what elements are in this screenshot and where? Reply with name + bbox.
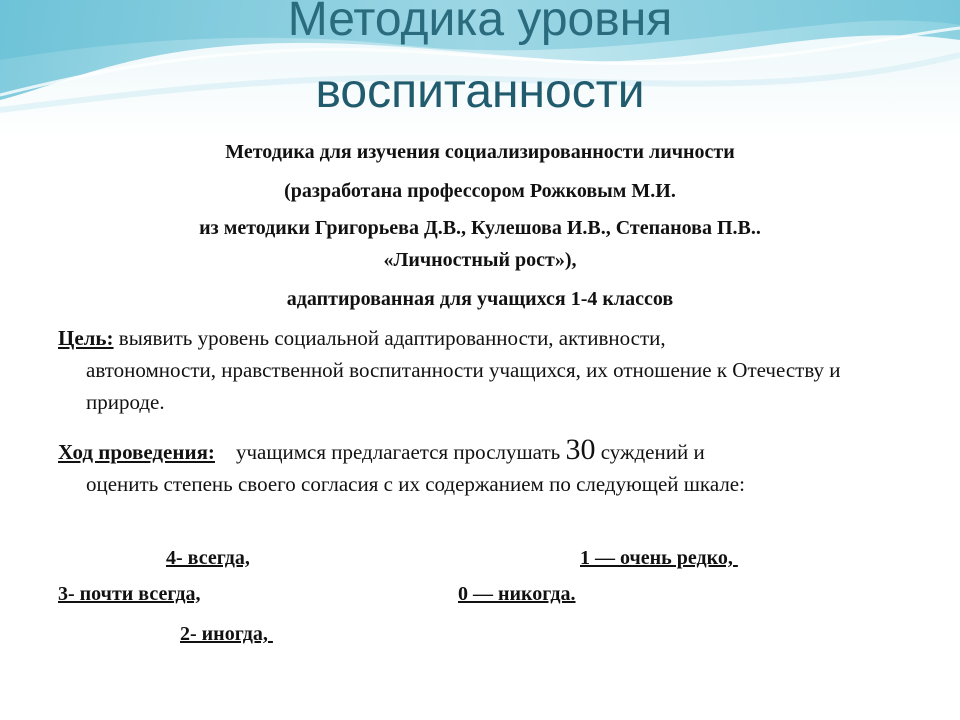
procedure-text-rest: оценить степень своего согласия с их содержанием по следующей шкале:	[86, 472, 745, 496]
header-line-2: (разработана профессором Рожковым М.И.	[284, 180, 676, 202]
goal-text-rest: автономности, нравственной воспитанности учащихся, их отношение к Отечеству и природе.	[86, 358, 841, 414]
scale-item-almost-always: 3- почти всегда,	[58, 583, 201, 605]
slide-title-line-2: воспитанности	[315, 65, 645, 118]
header-line-5: адаптированная для учащихся 1-4 классов	[286, 288, 674, 310]
procedure-text-after: суждений и	[595, 440, 705, 464]
header-line-3: из методики Григорьева Д.В., Кулешова И.В., Степанова П.В..	[199, 217, 761, 239]
scale-item-always: 4- всегда,	[166, 547, 250, 569]
procedure-text-before: учащимся предлагается прослушать	[214, 440, 566, 464]
goal-label: Цель:	[58, 326, 114, 350]
goal-paragraph	[58, 322, 908, 418]
goal-text-first: выявить уровень социальной адаптированности, активности,	[113, 326, 666, 350]
procedure-label: Ход проведения:	[58, 440, 215, 464]
procedure-paragraph	[58, 434, 908, 500]
scale-item-sometimes: 2- иногда,	[180, 623, 273, 645]
header-line-1: Методика для изучения социализированности личности	[225, 141, 735, 163]
header-line-4: «Личностный рост»),	[383, 249, 577, 271]
procedure-number: 30	[565, 433, 596, 466]
slide-title-line-1: Методика уровня	[287, 0, 673, 46]
scale-item-very-rarely: 1 — очень редко,	[580, 547, 738, 569]
scale-item-never: 0 — никогда.	[458, 583, 576, 605]
